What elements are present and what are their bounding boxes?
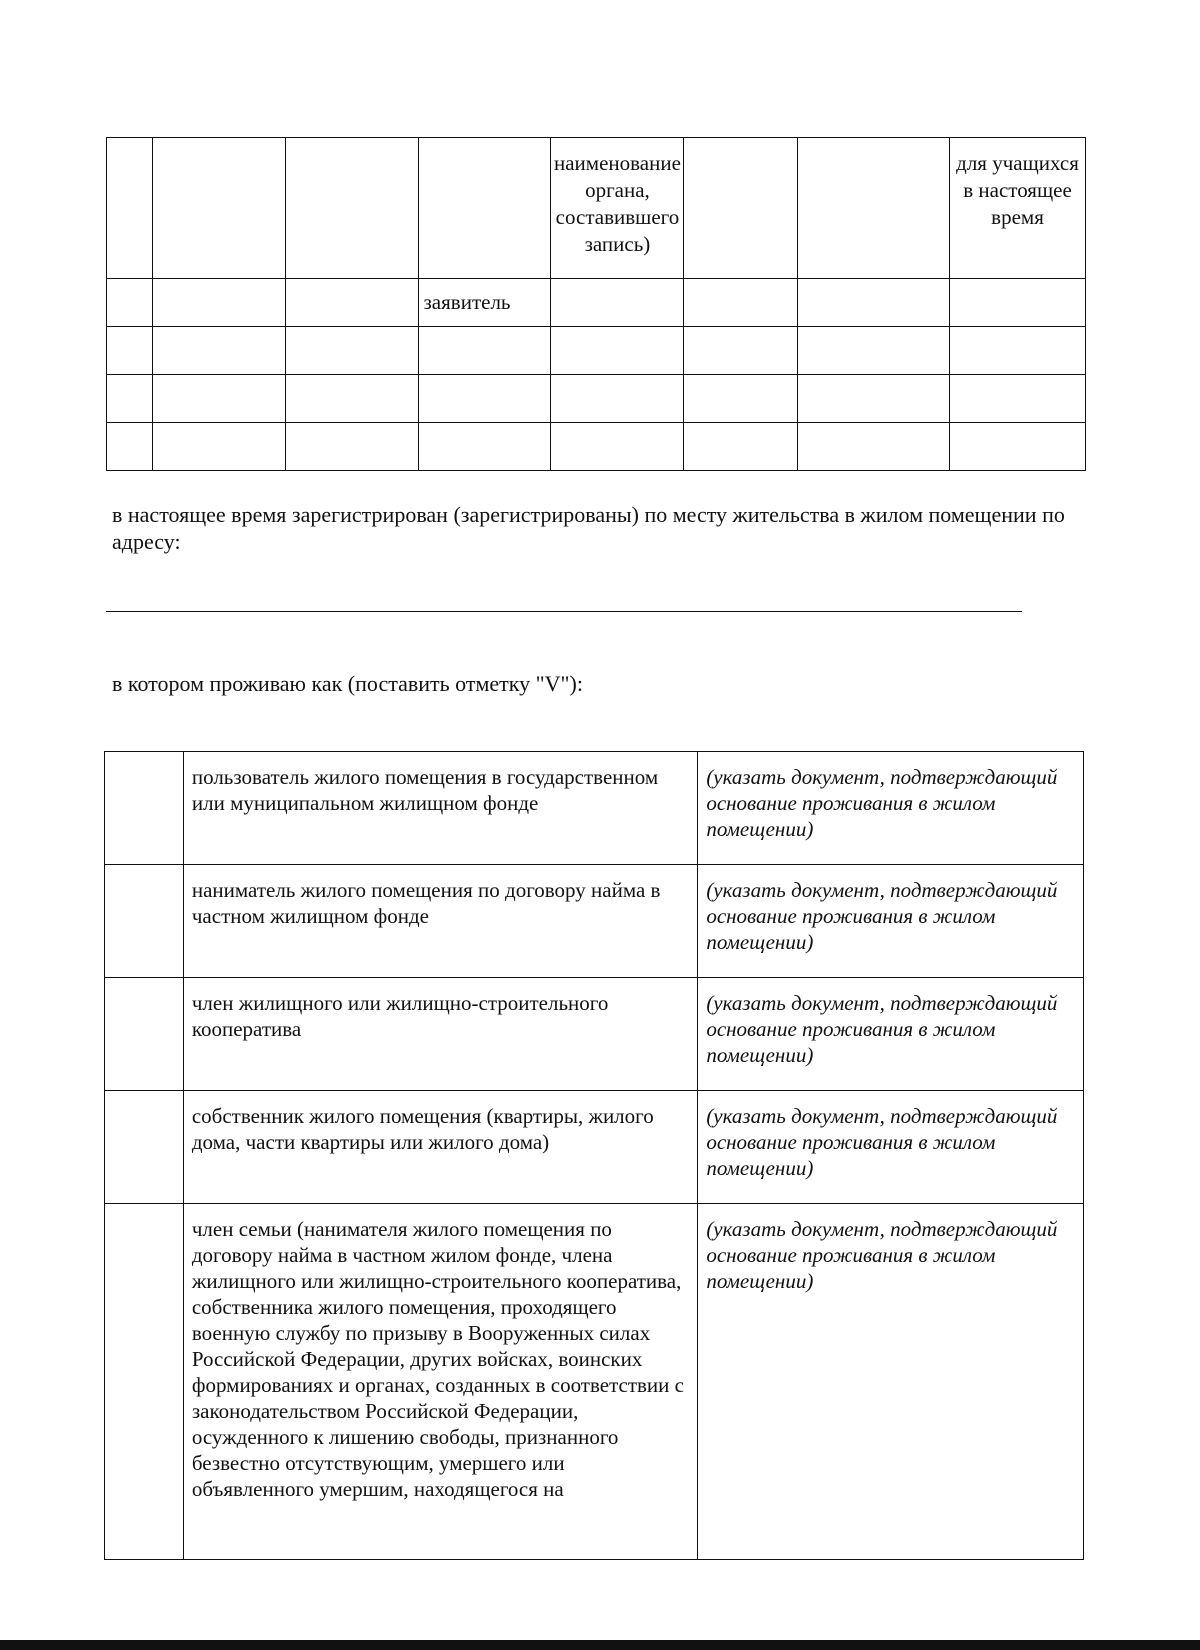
document-note: (указать документ, подтверждающий основание проживания в жилом помещении) bbox=[698, 752, 1084, 865]
address-paragraph: в настоящее время зарегистрирован (зарегистрированы) по месту жительства в жилом помещении по адресу: bbox=[112, 502, 1065, 554]
address-fill-line[interactable] bbox=[106, 611, 1022, 612]
table-cell[interactable] bbox=[152, 375, 285, 423]
table-cell[interactable] bbox=[684, 279, 798, 327]
table-cell[interactable] bbox=[152, 327, 285, 375]
table-row bbox=[107, 279, 1086, 327]
table-cell[interactable] bbox=[684, 423, 798, 471]
checkmark-cell[interactable] bbox=[105, 1091, 184, 1204]
table-cell[interactable] bbox=[551, 375, 684, 423]
table-cell[interactable] bbox=[285, 327, 418, 375]
table-cell[interactable] bbox=[798, 327, 950, 375]
table-cell[interactable] bbox=[107, 375, 153, 423]
students-header: для учащихся в настоящее время bbox=[950, 138, 1086, 279]
table-cell[interactable] bbox=[418, 327, 551, 375]
table-row bbox=[105, 978, 1084, 1091]
residence-option-label: пользователь жилого помещения в государственном или муниципальном жилищном фонде bbox=[183, 752, 697, 865]
table-row bbox=[105, 752, 1084, 865]
checkmark-cell[interactable] bbox=[105, 752, 184, 865]
checkmark-cell[interactable] bbox=[105, 1204, 184, 1560]
table-cell bbox=[285, 279, 418, 327]
residence-option-label: член семьи (нанимателя жилого помещения по договору найма в частном жилом фонде, члена жилищного или жилищно-строительного кооператива, собственника жилого помещения, проходящего военную службу по призыву в Вооруженных силах Российской Федерации, других войсках, воинских формированиях и органах, созданных в соответствии с законодательством Российской Федерации, осужденного к лишению свободы, признанного безвестно отсутствующим, умершего или объявленного умершим, находящегося на bbox=[183, 1204, 697, 1560]
residence-option-label: член жилищного или жилищно-строительного кооператива bbox=[183, 978, 697, 1091]
table-row bbox=[107, 375, 1086, 423]
table-cell[interactable] bbox=[798, 423, 950, 471]
table-cell[interactable] bbox=[551, 423, 684, 471]
residence-basis-table bbox=[104, 751, 1084, 1560]
table-cell bbox=[107, 279, 153, 327]
table-row bbox=[105, 865, 1084, 978]
table-cell[interactable] bbox=[418, 423, 551, 471]
residence-option-label: наниматель жилого помещения по договору найма в частном жилищном фонде bbox=[183, 865, 697, 978]
table-row bbox=[107, 423, 1086, 471]
table-header-row bbox=[107, 138, 1086, 279]
table-cell[interactable] bbox=[950, 327, 1086, 375]
document-note: (указать документ, подтверждающий основание проживания в жилом помещении) bbox=[698, 1204, 1084, 1560]
table-row bbox=[105, 1204, 1084, 1560]
residence-paragraph: в котором проживаю как (поставить отметку "V"): bbox=[112, 671, 583, 696]
family-members-table bbox=[106, 137, 1086, 471]
table-cell[interactable] bbox=[418, 375, 551, 423]
table-cell bbox=[152, 138, 285, 279]
record-authority-header: наименование органа, составившего запись) bbox=[551, 138, 684, 279]
table-cell[interactable] bbox=[285, 375, 418, 423]
table-cell bbox=[798, 138, 950, 279]
table-cell[interactable] bbox=[551, 279, 684, 327]
table-cell[interactable] bbox=[551, 327, 684, 375]
scan-edge-bar bbox=[0, 1640, 1200, 1650]
table-cell[interactable] bbox=[950, 423, 1086, 471]
table-cell bbox=[285, 138, 418, 279]
checkmark-cell[interactable] bbox=[105, 865, 184, 978]
document-note: (указать документ, подтверждающий основание проживания в жилом помещении) bbox=[698, 978, 1084, 1091]
table-cell bbox=[418, 138, 551, 279]
table-cell[interactable] bbox=[798, 279, 950, 327]
table-cell[interactable] bbox=[684, 327, 798, 375]
table-row bbox=[107, 327, 1086, 375]
checkmark-cell[interactable] bbox=[105, 978, 184, 1091]
table-cell[interactable] bbox=[798, 375, 950, 423]
table-cell bbox=[107, 138, 153, 279]
table-cell[interactable] bbox=[684, 375, 798, 423]
document-note: (указать документ, подтверждающий основание проживания в жилом помещении) bbox=[698, 1091, 1084, 1204]
table-cell[interactable] bbox=[152, 423, 285, 471]
residence-option-label: собственник жилого помещения (квартиры, жилого дома, части квартиры или жилого дома) bbox=[183, 1091, 697, 1204]
table-cell[interactable] bbox=[950, 375, 1086, 423]
table-cell[interactable] bbox=[950, 279, 1086, 327]
table-cell bbox=[152, 279, 285, 327]
table-row bbox=[105, 1091, 1084, 1204]
table-cell[interactable] bbox=[107, 423, 153, 471]
applicant-label: заявитель bbox=[418, 279, 551, 327]
document-note: (указать документ, подтверждающий основание проживания в жилом помещении) bbox=[698, 865, 1084, 978]
table-cell[interactable] bbox=[285, 423, 418, 471]
table-cell[interactable] bbox=[107, 327, 153, 375]
table-cell bbox=[684, 138, 798, 279]
